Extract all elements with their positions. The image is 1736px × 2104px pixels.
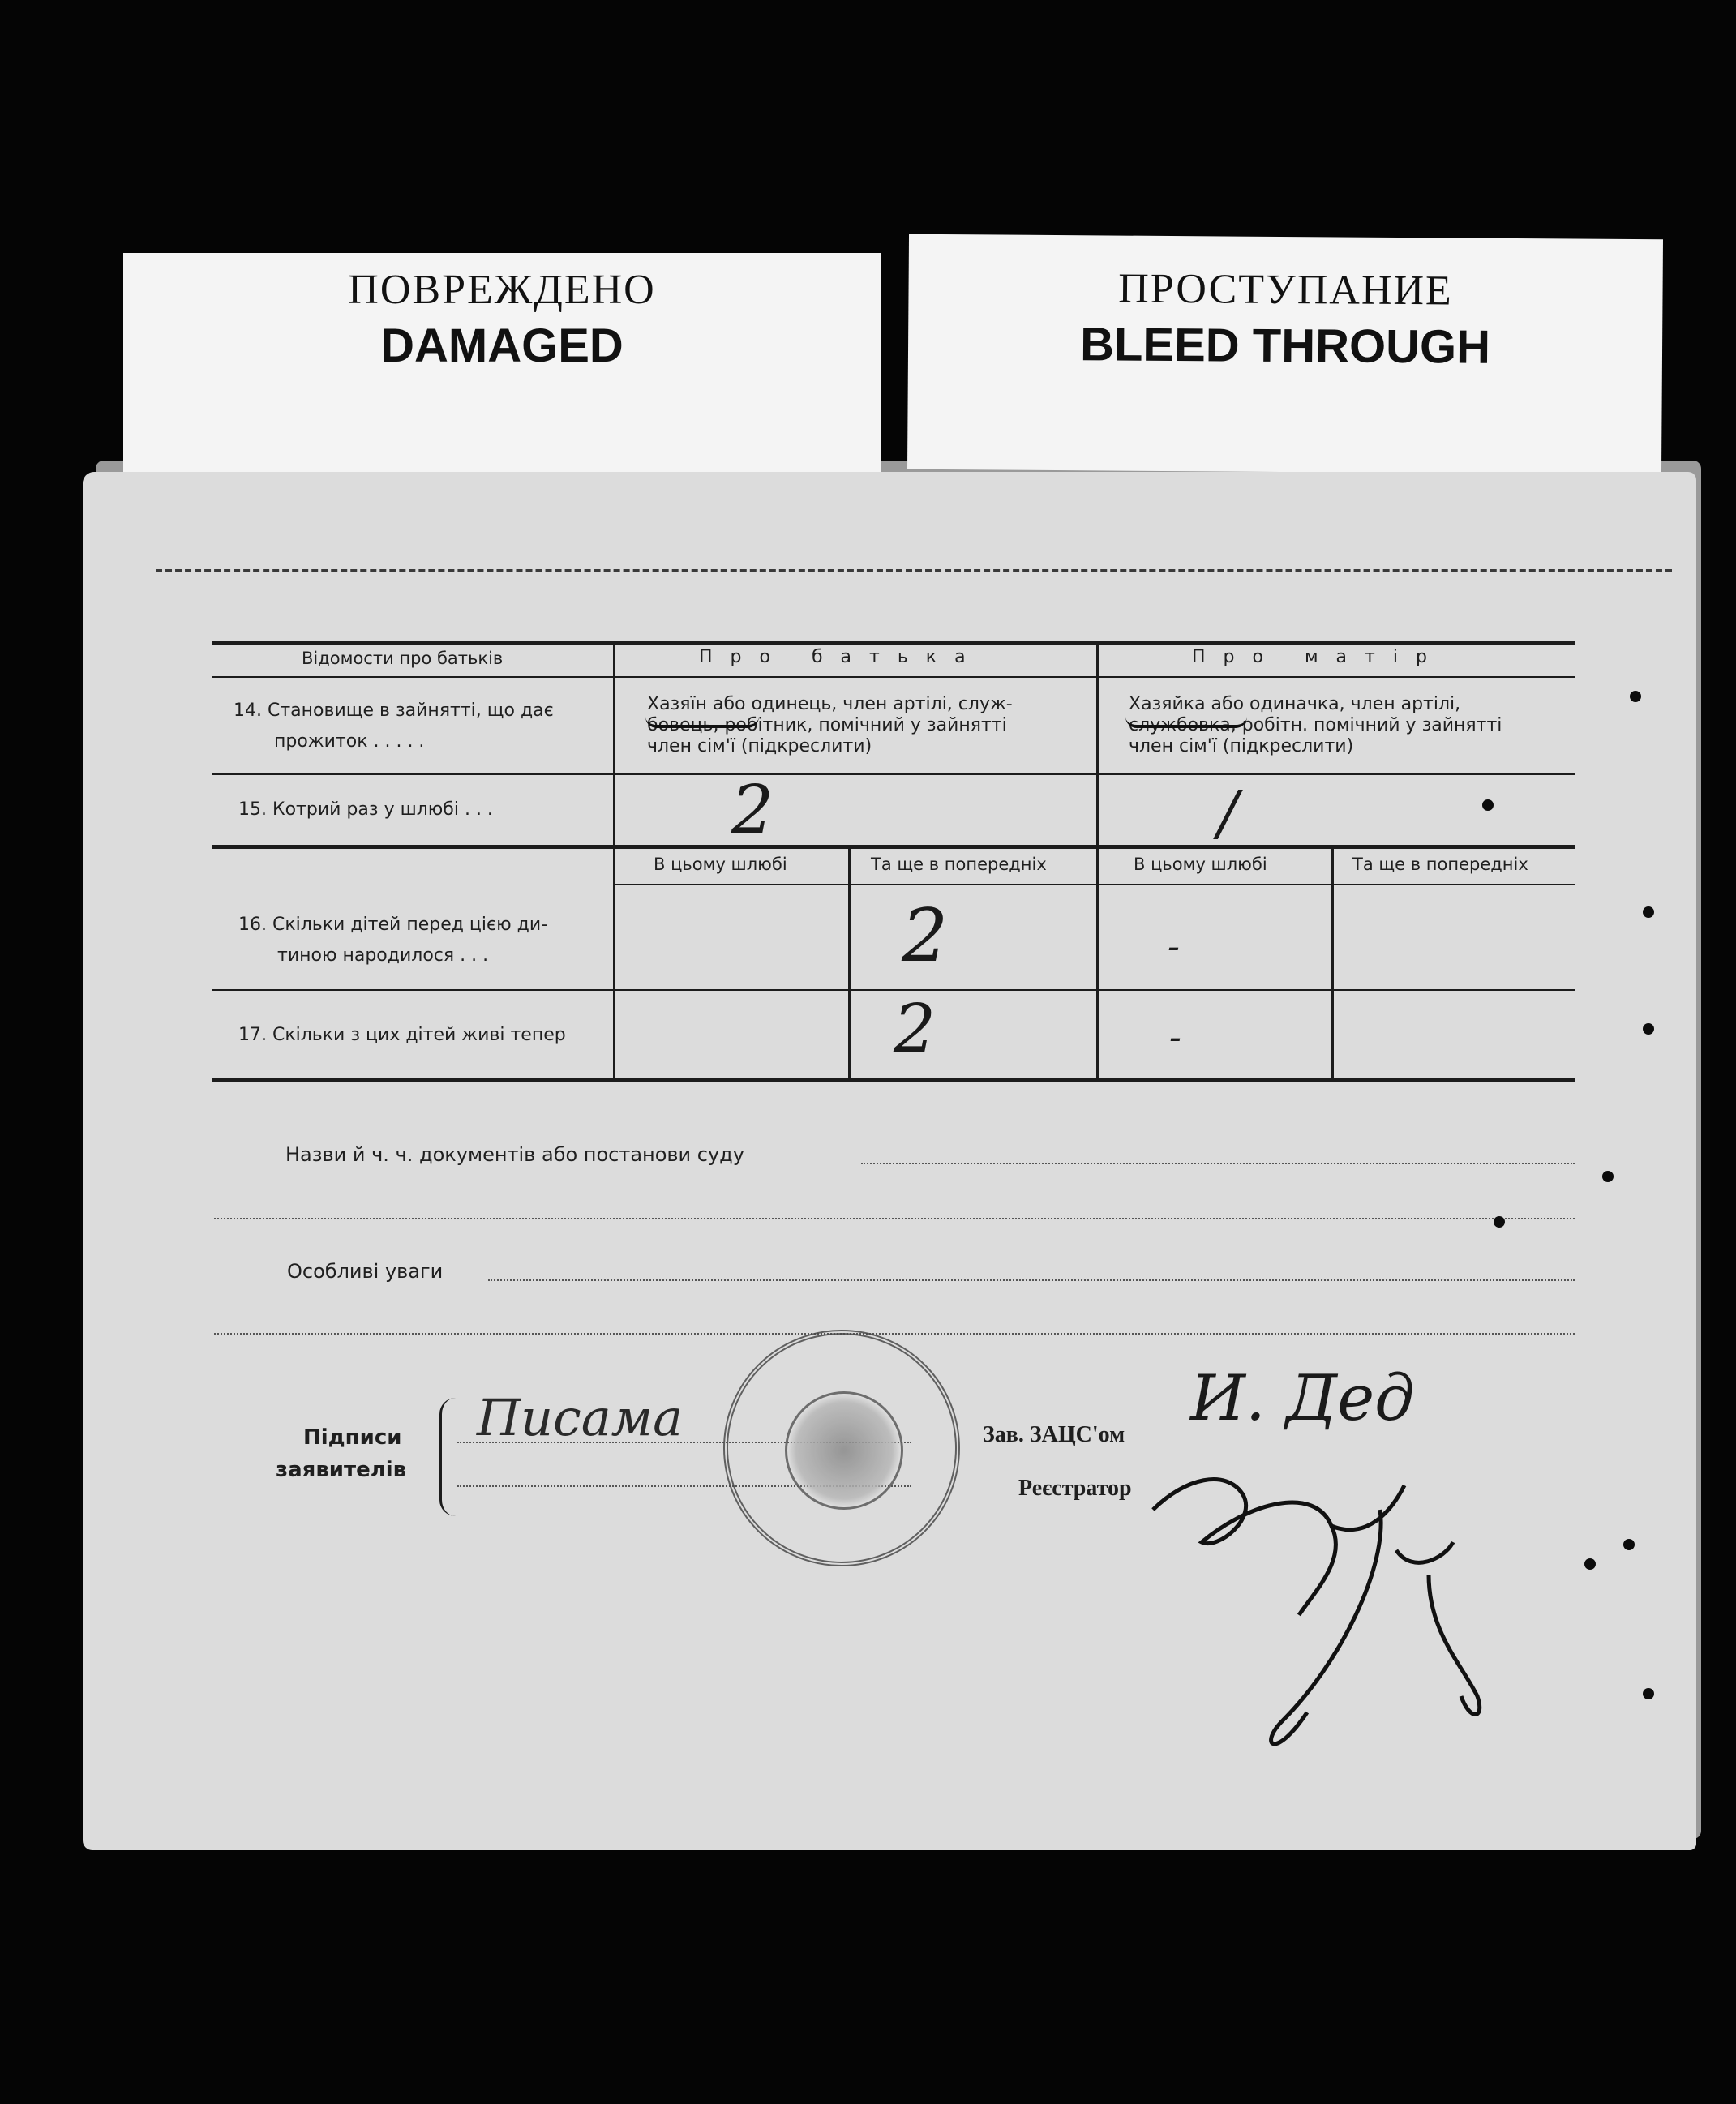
binding-hole <box>1643 1023 1654 1035</box>
notes-dotted-line-2 <box>214 1333 1575 1335</box>
damaged-label-card <box>123 253 881 496</box>
stamp-emblem <box>785 1391 903 1510</box>
binding-hole <box>1584 1558 1596 1570</box>
binding-hole <box>1643 906 1654 918</box>
subheader-father-this: В цьому шлюбі <box>654 855 787 874</box>
row14-father-1: Хазяїн або одинець, член артілі, служ- <box>647 694 1013 714</box>
signatures-label-1: Підписи <box>303 1425 402 1450</box>
binding-hole <box>1494 1216 1505 1228</box>
documents-dotted-line-2 <box>214 1218 1575 1219</box>
header-mother: Про матір <box>1192 647 1445 667</box>
row16-label-1: 16. Скільки дітей перед цією ди- <box>238 915 548 935</box>
office-stamp <box>723 1330 960 1566</box>
header-father: Про батька <box>699 647 984 667</box>
table-bottom-rule <box>212 1078 1575 1082</box>
binding-hole <box>1630 691 1641 702</box>
subheader-mother-prev: Та ще в попередніх <box>1352 855 1528 874</box>
head-label: Зав. ЗАЦС'ом <box>983 1422 1125 1447</box>
row14-rule <box>212 773 1575 775</box>
row16-mother-this-value: - <box>1168 926 1180 967</box>
row17-mother-this-value: - <box>1169 1017 1181 1058</box>
row15-mother-value: / <box>1218 778 1238 848</box>
bleed-through-label-card <box>907 234 1663 474</box>
row16-father-prev-value: 2 <box>902 893 949 979</box>
subheader-mother-this: В цьому шлюбі <box>1134 855 1267 874</box>
binding-hole <box>1482 799 1494 811</box>
col-divider-father-prev <box>848 846 851 1080</box>
row15-label: 15. Котрий раз у шлюбі . . . <box>238 799 493 820</box>
binding-hole <box>1602 1171 1614 1182</box>
registrar-signature <box>1137 1453 1591 1802</box>
row14-father-2: бовець, робітник, помічний у зайнятті <box>647 715 1007 735</box>
binding-hole <box>1623 1539 1635 1550</box>
col-divider-mother-prev <box>1331 846 1334 1080</box>
row15-rule <box>212 845 1575 849</box>
header-info: Відомости про батьків <box>302 649 504 668</box>
row14-father-3: член сім'ї (підкреслити) <box>647 736 872 756</box>
row14-mother-3: член сім'ї (підкреслити) <box>1129 736 1354 756</box>
notes-dotted-line <box>488 1279 1575 1281</box>
tear-line <box>156 569 1672 572</box>
row17-label: 17. Скільки з цих дітей живі тепер <box>238 1025 566 1045</box>
table-top-rule <box>212 641 1575 645</box>
mother-underline-mark <box>1125 717 1247 728</box>
bleed-label-en: BLEED THROUGH <box>1079 318 1491 374</box>
signatures-brace <box>439 1398 458 1516</box>
col-divider-mother <box>1096 642 1099 1080</box>
row15-father-value: 2 <box>731 772 774 849</box>
registrar-label: Реєстратор <box>1018 1476 1132 1501</box>
col-divider-father <box>613 642 615 1080</box>
head-signature: И. Дед <box>1190 1362 1415 1435</box>
row17-father-prev-value: 2 <box>894 991 937 1068</box>
damaged-label-ru: ПОВРЕЖДЕНО <box>348 267 656 313</box>
row14-mother-1: Хазяйка або одиначка, член артілі, <box>1129 694 1461 714</box>
row14-mother-2: службовка, робітн. помічний у зайнятті <box>1129 715 1502 735</box>
binding-hole <box>1643 1688 1654 1699</box>
subheader-rule <box>615 884 1575 885</box>
signatures-label-2: заявителів <box>276 1458 407 1482</box>
row14-label-2: прожиток . . . . . <box>274 731 425 752</box>
documents-dotted-line <box>861 1163 1575 1164</box>
documents-label: Назви й ч. ч. документів або постанови суду <box>285 1143 744 1166</box>
father-underline-mark <box>645 717 759 728</box>
damaged-label-en: DAMAGED <box>380 319 624 372</box>
table-header-rule <box>212 676 1575 678</box>
subheader-father-prev: Та ще в попередніх <box>871 855 1047 874</box>
row16-label-2: тиною народилося . . . <box>277 945 489 966</box>
applicant-signature: Писама <box>477 1388 684 1447</box>
bleed-label-ru: ПРОСТУПАНИЕ <box>1118 265 1454 315</box>
row14-label-1: 14. Становище в зайнятті, що дає <box>234 701 554 721</box>
notes-label: Особливі уваги <box>287 1260 444 1283</box>
registration-form-page <box>83 472 1696 1850</box>
